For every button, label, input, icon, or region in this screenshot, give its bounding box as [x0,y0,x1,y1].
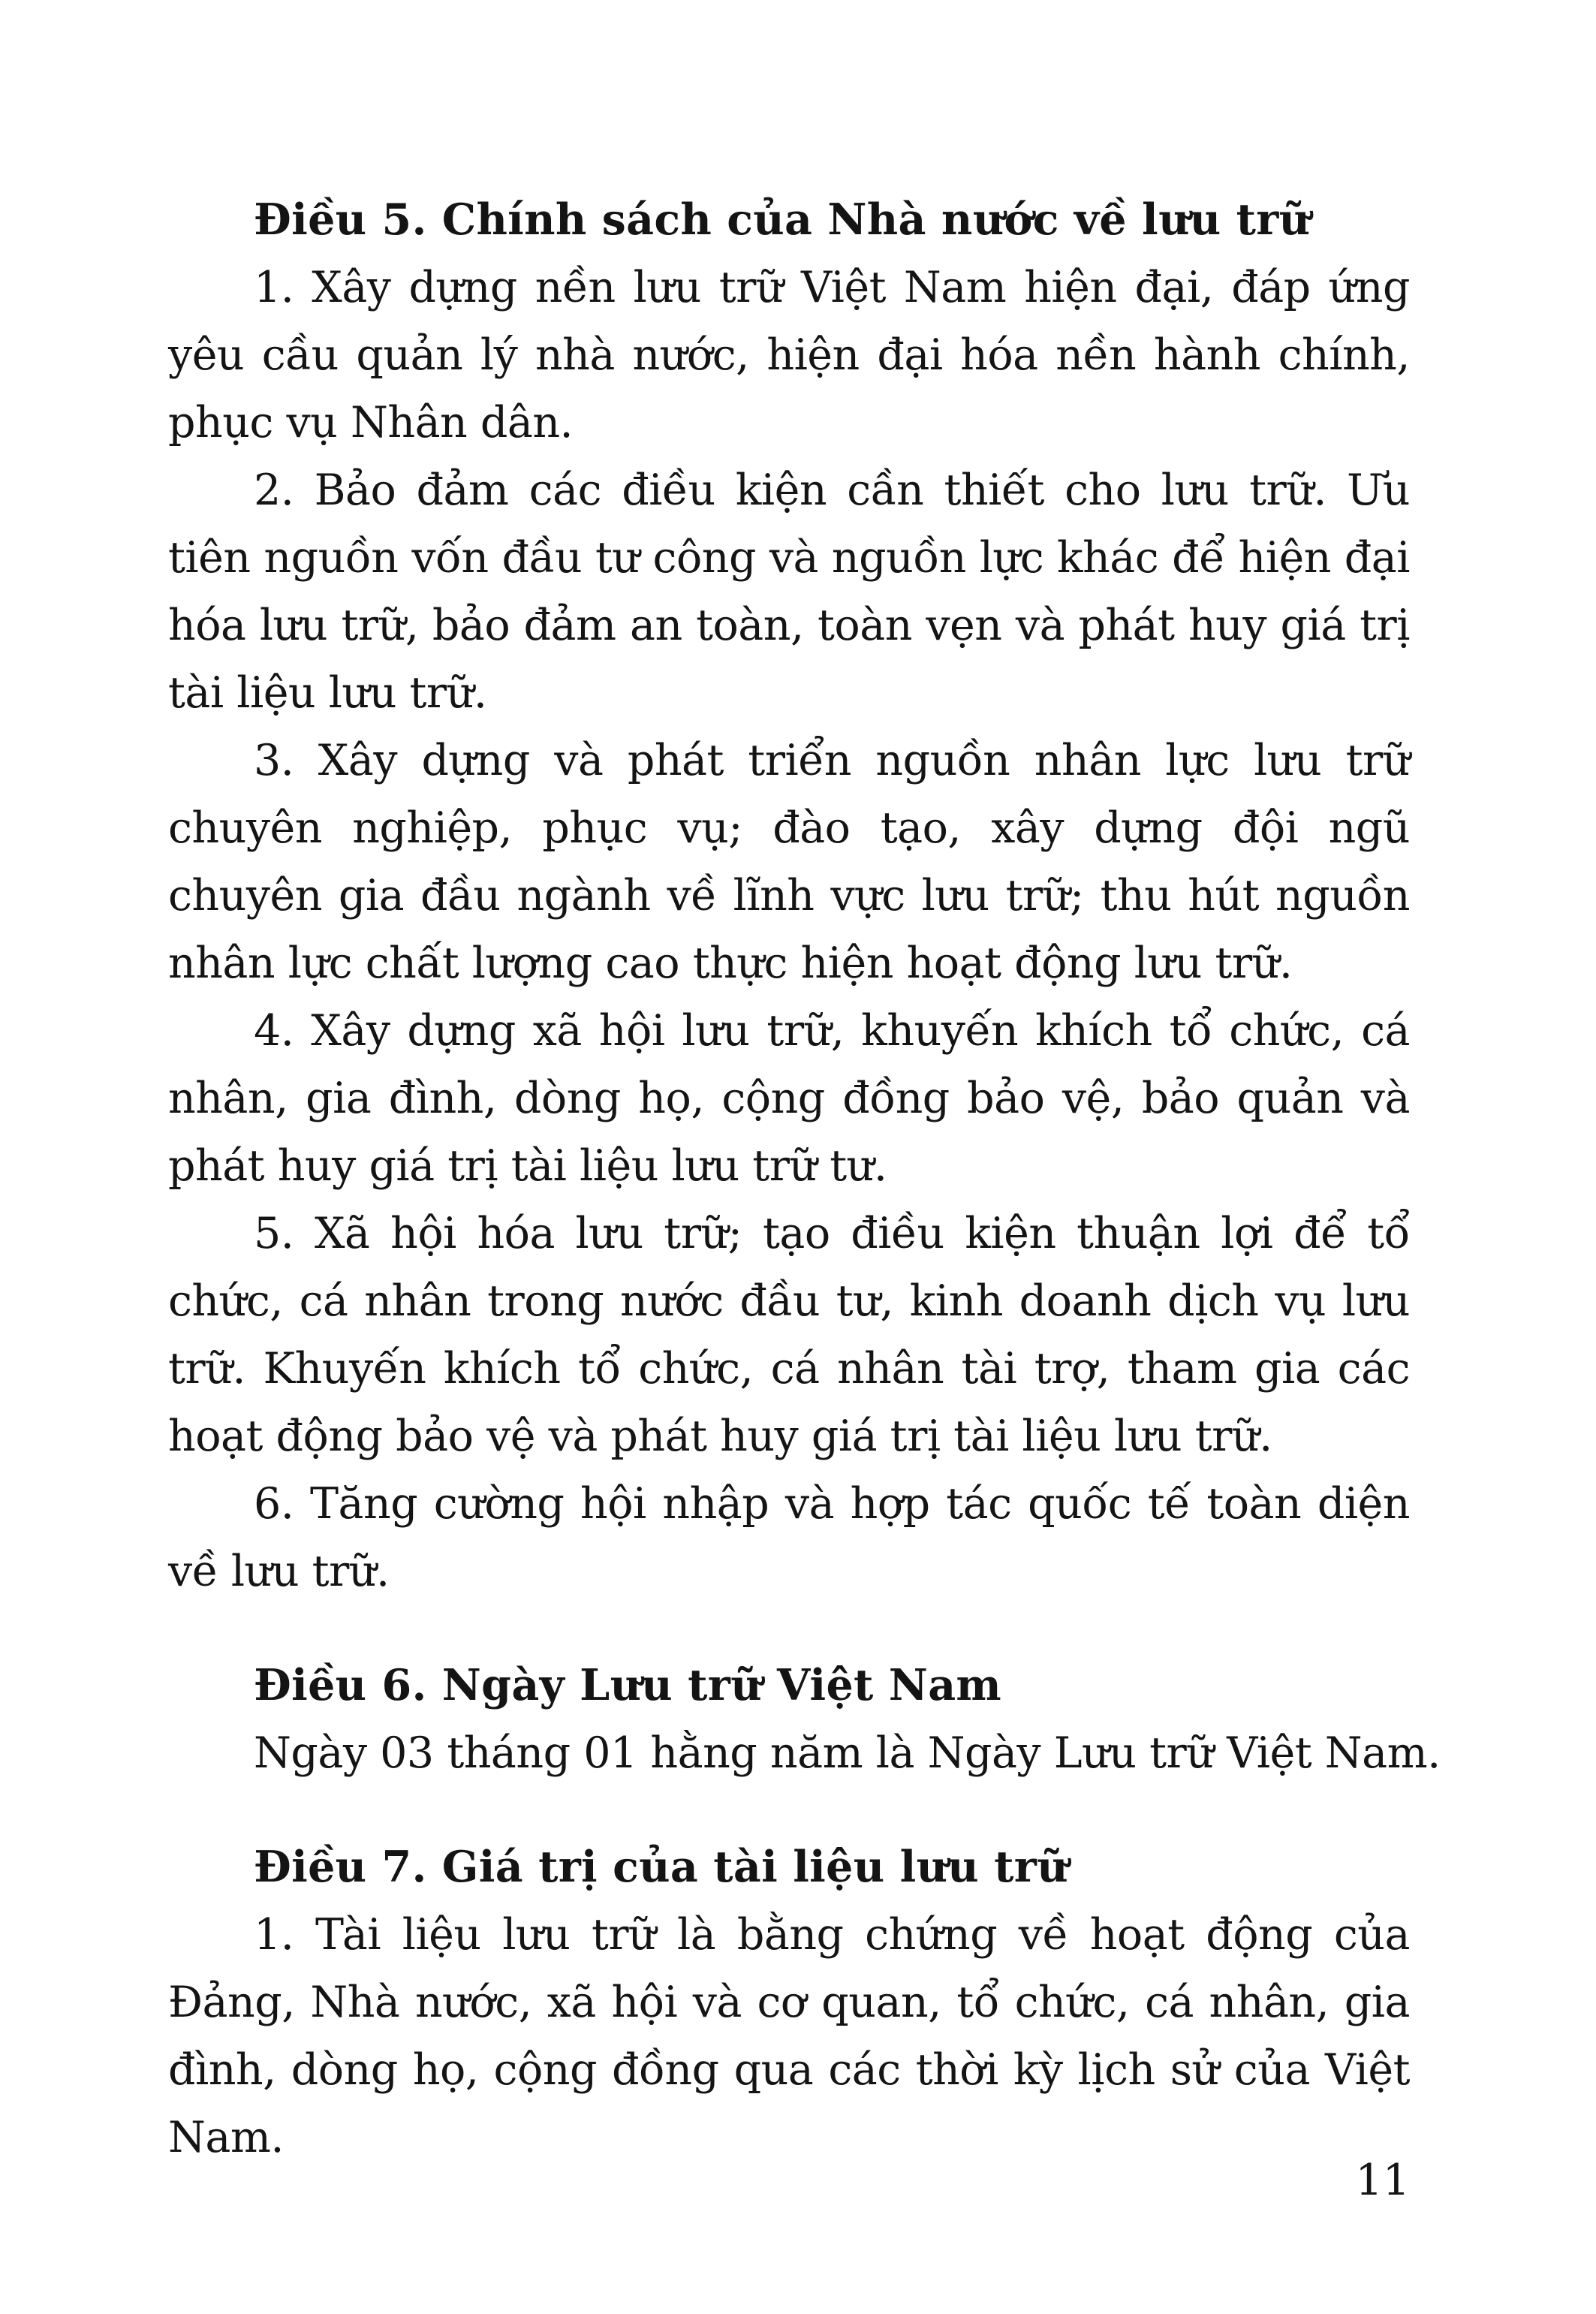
article-6-title: Điều 6. Ngày Lưu trữ Việt Nam [254,1660,1002,1710]
article-5-clause-5: 5. Xã hội hóa lưu trữ; tạo điều kiện thuận lợi để tổ chức, cá nhân trong nước đầu tư, kinh doanh dịch vụ lưu trữ. Khuyến khích tổ chức, cá nhân tài trợ, tham gia các hoạt động bảo vệ và phát huy giá trị tài liệu lưu trữ. [168,1209,1410,1461]
article-7 [168,1833,1410,2171]
article-6 [168,1652,1441,1787]
section-spacer [168,1605,1410,1652]
section-spacer [168,1787,1410,1833]
article-7-title: Điều 7. Giá trị của tài liệu lưu trữ [254,1842,1068,1892]
page-body [168,186,1441,2171]
article-5 [168,186,1410,1605]
article-5-clause-4: 4. Xây dựng xã hội lưu trữ, khuyến khích tổ chức, cá nhân, gia đình, dòng họ, cộng đồng bảo vệ, bảo quản và phát huy giá trị tài liệu lưu trữ tư. [168,1006,1410,1191]
article-5-clause-3: 3. Xây dựng và phát triển nguồn nhân lực lưu trữ chuyên nghiệp, phục vụ; đào tạo, xây dựng đội ngũ chuyên gia đầu ngành về lĩnh vực lưu trữ; thu hút nguồn nhân lực chất lượng cao thực hiện hoạt động lưu trữ. [168,736,1410,988]
article-7-clause-1: 1. Tài liệu lưu trữ là bằng chứng về hoạt động của Đảng, Nhà nước, xã hội và cơ quan, tổ chức, cá nhân, gia đình, dòng họ, cộng đồng qua các thời kỳ lịch sử của Việt Nam. [168,1910,1410,2162]
article-5-title: Điều 5. Chính sách của Nhà nước về lưu trữ [254,194,1311,245]
article-6-text: Ngày 03 tháng 01 hằng năm là Ngày Lưu trữ Việt Nam. [254,1728,1441,1778]
page-number: 11 [1355,2156,1410,2205]
article-5-clause-1: 1. Xây dựng nền lưu trữ Việt Nam hiện đại, đáp ứng yêu cầu quản lý nhà nước, hiện đại hóa nền hành chính, phục vụ Nhân dân. [168,263,1410,447]
article-5-clause-2: 2. Bảo đảm các điều kiện cần thiết cho lưu trữ. Ưu tiên nguồn vốn đầu tư công và nguồn lực khác để hiện đại hóa lưu trữ, bảo đảm an toàn, toàn vẹn và phát huy giá trị tài liệu lưu trữ. [168,466,1410,718]
article-5-clause-6: 6. Tăng cường hội nhập và hợp tác quốc tế toàn diện về lưu trữ. [168,1479,1410,1596]
